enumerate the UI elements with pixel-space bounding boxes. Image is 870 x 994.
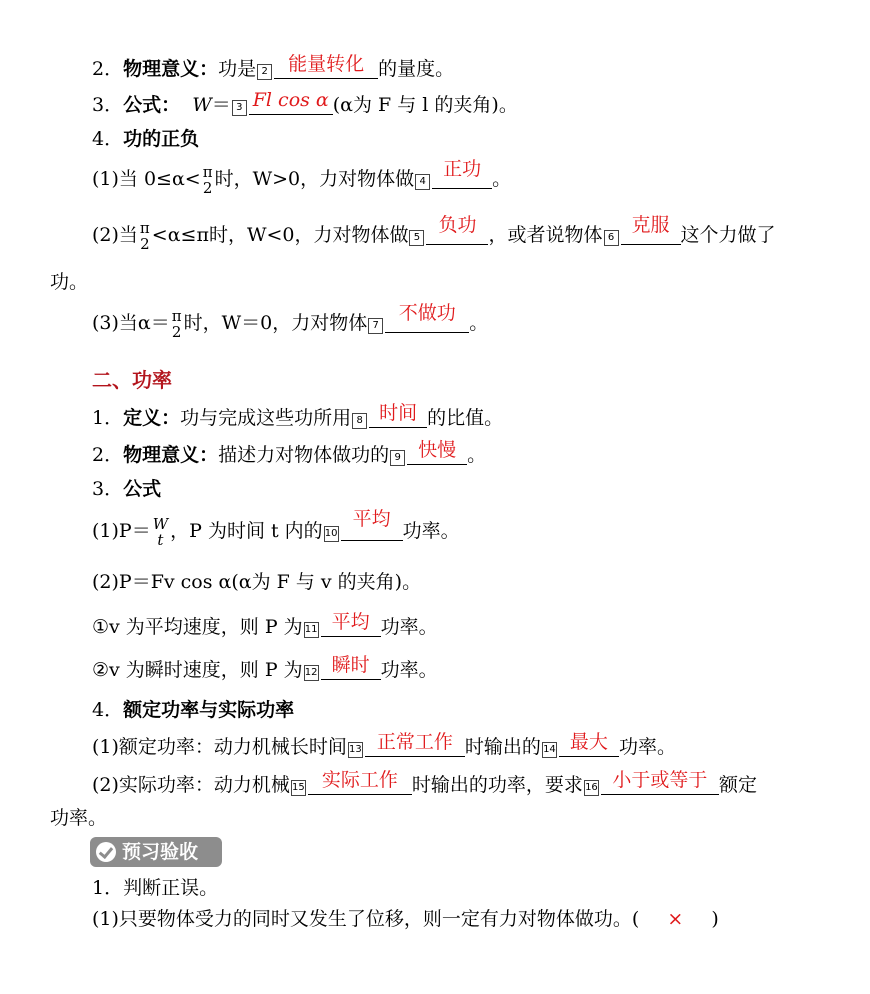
text: 时输出的 — [464, 736, 541, 758]
answer-blank[interactable] — [601, 769, 719, 795]
blank-number-box: 13 — [348, 742, 363, 758]
answer-mark[interactable]: × — [667, 908, 684, 930]
answer-text: 时间 — [379, 402, 418, 424]
fraction — [152, 516, 169, 548]
answer-blank[interactable] — [321, 654, 381, 680]
line-zero-work — [92, 302, 489, 341]
answer-text: 不做功 — [398, 302, 456, 324]
line-negative-work — [92, 214, 776, 253]
line-power-formula-heading — [92, 477, 161, 501]
answer-text: 实际工作 — [321, 769, 398, 791]
denominator: t — [157, 531, 164, 549]
text: 功。 — [50, 271, 89, 293]
item-label: 功的正负 — [123, 128, 200, 150]
item-number: 3． — [92, 94, 124, 116]
text: 的比值。 — [427, 407, 504, 429]
answer-text: 正功 — [443, 158, 482, 180]
text: 时，W>0，力对物体做 — [214, 168, 415, 190]
blank-number-box: 14 — [542, 742, 557, 758]
text: (1)P＝ — [92, 520, 151, 542]
answer-blank[interactable] — [274, 53, 378, 79]
item-label: 定义： — [123, 407, 181, 429]
answer-blank[interactable] — [559, 731, 619, 757]
numerator: π — [171, 307, 182, 325]
fraction — [139, 220, 151, 252]
text: 这个力做了 — [680, 224, 776, 246]
item-number: 1． — [92, 407, 124, 429]
text: <α≤π时，W<0，力对物体做 — [151, 224, 409, 246]
item-label: 公式 — [123, 478, 162, 500]
check-circle-icon — [96, 842, 116, 862]
answer-text: 正常工作 — [376, 731, 453, 753]
formula-symbol: W — [192, 94, 212, 116]
answer-text: Fl cos α — [252, 89, 329, 111]
preview-check-badge — [90, 837, 222, 867]
line-judge-item — [92, 907, 719, 931]
answer-text: 负功 — [438, 214, 477, 236]
badge-label: 预习验收 — [122, 841, 199, 863]
answer-blank[interactable] — [249, 89, 333, 115]
blank-number-box: 2 — [257, 64, 272, 80]
text: ②v 为瞬时速度，则 P 为 — [92, 659, 303, 681]
line-power-meaning — [92, 439, 487, 467]
blank-number-box: 12 — [304, 665, 319, 681]
line-formula — [92, 89, 518, 117]
blank-number-box: 6 — [604, 230, 619, 246]
line-physical-meaning — [92, 53, 455, 81]
answer-text: 能量转化 — [288, 53, 365, 75]
line-continuation — [50, 270, 88, 294]
text: (2)当 — [92, 224, 138, 246]
text: (2)实际功率：动力机械 — [92, 774, 290, 796]
item-label: 物理意义： — [123, 444, 219, 466]
text: (1)额定功率：动力机械长时间 — [92, 736, 347, 758]
answer-blank[interactable] — [432, 158, 492, 189]
answer-text: 小于或等于 — [612, 769, 708, 791]
answer-text: 克服 — [631, 214, 670, 236]
text: (2)P＝Fv cos α(α为 F 与 v 的夹角)。 — [92, 571, 422, 593]
text: 描述力对物体做功的 — [218, 444, 390, 466]
item-number: 4． — [92, 128, 124, 150]
text: 1．判断正误。 — [92, 877, 219, 899]
answer-text: 平均 — [331, 611, 370, 633]
text: ) — [711, 908, 719, 930]
blank-number-box: 11 — [304, 622, 319, 638]
numerator: π — [202, 163, 213, 181]
blank-number-box: 7 — [368, 318, 383, 334]
answer-blank[interactable] — [369, 402, 427, 428]
blank-number-box: 10 — [324, 526, 339, 542]
text: 功率。 — [380, 616, 438, 638]
text: (α为 F 与 l 的夹角)。 — [332, 94, 518, 116]
answer-blank[interactable] — [308, 769, 412, 795]
answer-text: 最大 — [569, 731, 608, 753]
line-instant-formula — [92, 570, 421, 594]
numerator: W — [152, 515, 169, 533]
text: 。 — [492, 168, 512, 190]
item-label: 额定功率与实际功率 — [123, 699, 295, 721]
answer-blank[interactable] — [385, 302, 469, 333]
answer-text: 瞬时 — [331, 654, 370, 676]
text: ，或者说物体 — [488, 224, 603, 246]
answer-blank[interactable] — [426, 214, 488, 245]
answer-blank[interactable] — [341, 508, 403, 541]
line-instant-velocity — [92, 654, 438, 682]
text: 功率。 — [380, 659, 438, 681]
line-power-definition — [92, 402, 504, 430]
blank-number-box: 5 — [409, 230, 424, 246]
answer-blank[interactable] — [321, 611, 381, 637]
denominator: 2 — [171, 323, 182, 341]
text: 。 — [469, 312, 489, 334]
numerator: π — [139, 219, 150, 237]
blank-number-box: 9 — [390, 450, 405, 466]
item-number: 2． — [92, 444, 124, 466]
text: (1)当 0≤α< — [92, 168, 201, 190]
fraction — [171, 308, 183, 340]
line-heading-work-sign — [92, 127, 199, 151]
blank-number-box: 4 — [415, 174, 430, 190]
text: 功率。 — [402, 520, 460, 542]
blank-number-box: 16 — [584, 780, 599, 796]
blank-number-box: 15 — [291, 780, 306, 796]
text: (3)当α＝ — [92, 312, 170, 334]
section-heading: 二、功率 — [92, 368, 172, 392]
denominator: 2 — [202, 179, 213, 197]
text: 时，W＝0，力对物体 — [183, 312, 368, 334]
item-label: 物理意义： — [123, 58, 219, 80]
formula-symbol: ＝ — [211, 94, 231, 116]
text: 额定 — [718, 774, 757, 796]
item-label: 公式： — [123, 94, 181, 116]
text: 功率。 — [50, 807, 108, 829]
line-average-power — [92, 508, 460, 550]
blank-number-box: 3 — [232, 100, 247, 116]
text: 功与完成这些功所用 — [180, 407, 352, 429]
answer-text: 快慢 — [418, 439, 457, 461]
denominator: 2 — [140, 235, 150, 253]
item-number: 4． — [92, 699, 124, 721]
text: 。 — [467, 444, 487, 466]
text: ①v 为平均速度，则 P 为 — [92, 616, 303, 638]
line-rated-actual-heading — [92, 698, 294, 722]
item-number: 3． — [92, 478, 124, 500]
text: ，P 为时间 t 内的 — [170, 520, 323, 542]
line-rated-power — [92, 731, 676, 759]
answer-blank[interactable] — [365, 731, 465, 757]
text: 的量度。 — [378, 58, 455, 80]
text: 功是 — [218, 58, 257, 80]
text: 功率。 — [618, 736, 676, 758]
text: (1)只要物体受力的同时又发生了位移，则一定有力对物体做功。( — [92, 908, 640, 930]
line-positive-work — [92, 158, 512, 197]
answer-blank[interactable] — [407, 439, 467, 465]
answer-text: 平均 — [352, 508, 391, 530]
line-actual-power — [92, 769, 757, 797]
line-continuation — [50, 806, 107, 830]
line-average-velocity — [92, 611, 438, 639]
fraction — [202, 164, 214, 196]
line-judge-heading — [92, 876, 218, 900]
blank-number-box: 8 — [352, 413, 367, 429]
item-number: 2． — [92, 58, 124, 80]
text: 时输出的功率，要求 — [411, 774, 583, 796]
answer-blank[interactable] — [621, 214, 681, 245]
